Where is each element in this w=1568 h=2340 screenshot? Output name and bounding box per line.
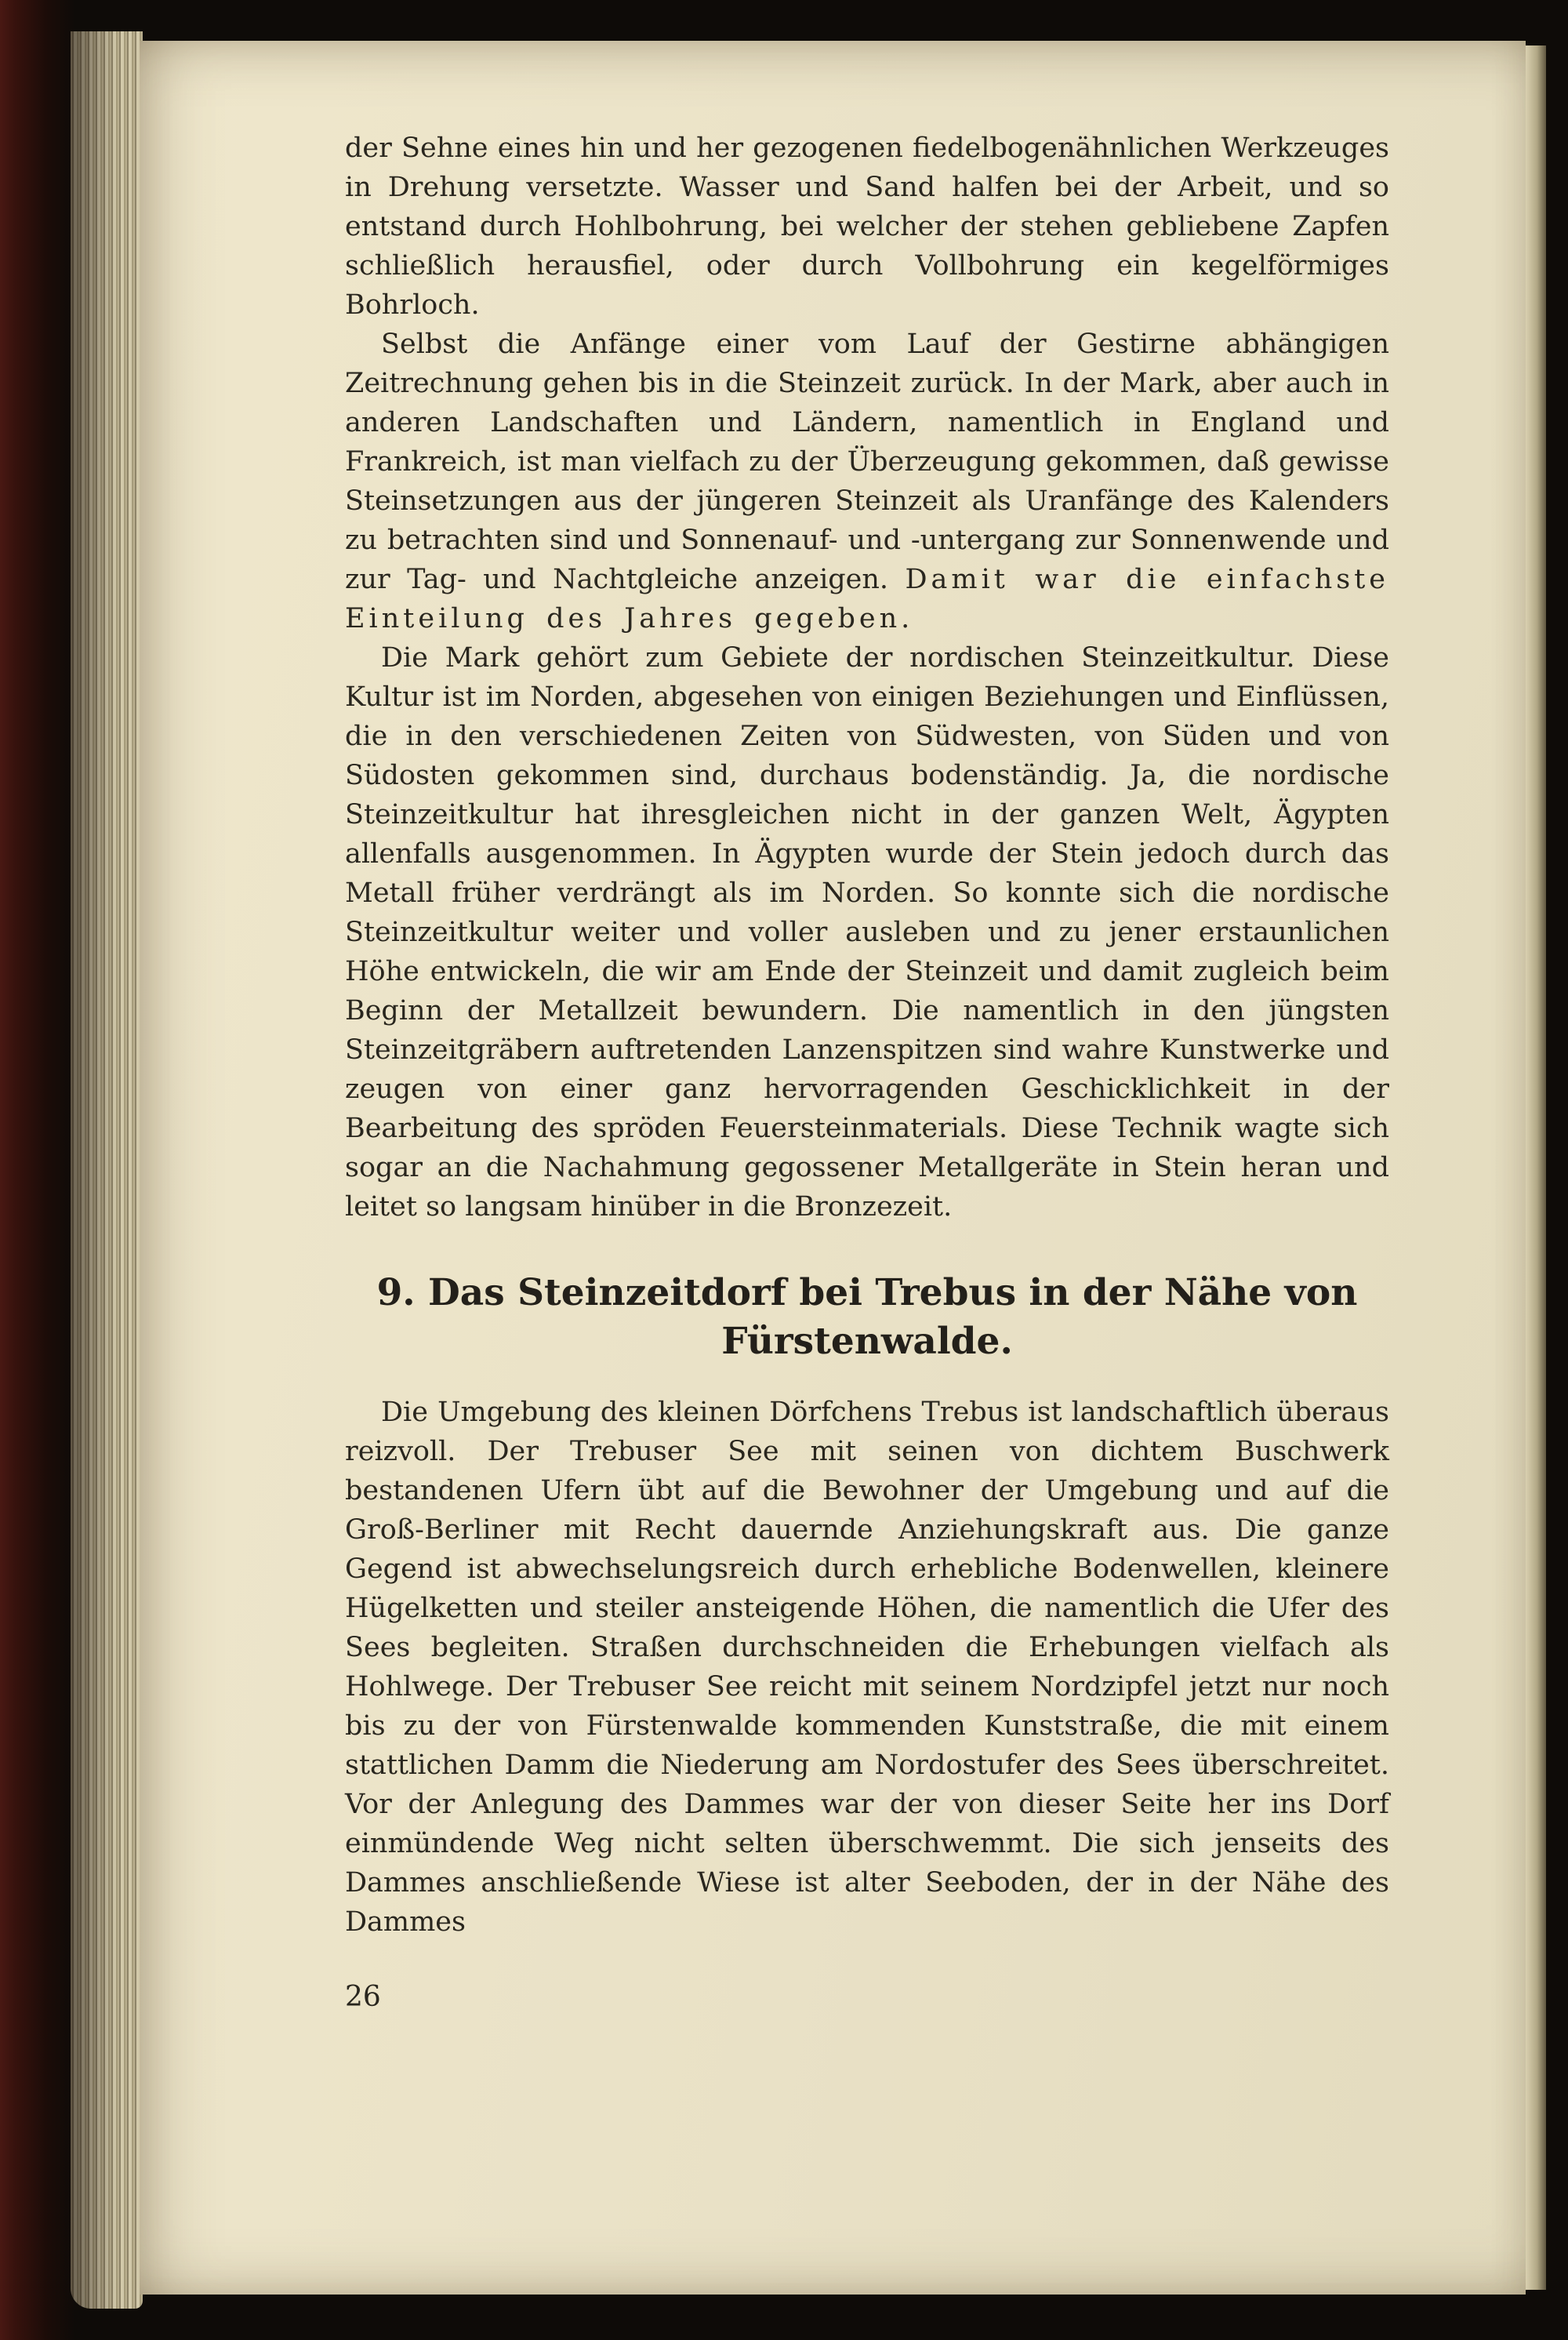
paragraph-trebus: Die Umgebung des kleinen Dörfchens Trebus ist landschaftlich überaus reizvoll. Der Trebuser See mit seinen von dichtem Buschwerk bestandenen Ufern übt auf die Bewohner der Umgebung und auf die Groß-Berliner mit Recht dauernde Anziehungskraft aus. Die ganze Gegend ist abwechselungsreich durch erhebliche Bodenwellen, kleinere Hügelketten und steiler ansteigende Höhen, die namentlich die Ufer des Sees begleiten. Straßen durchschneiden die Erhebungen vielfach als Hohlwege. Der Trebuser See reicht mit seinem Nordzipfel jetzt nur noch bis zu der von Fürstenwalde kommenden Kunststraße, die mit einem stattlichen Damm die Niederung am Nordostufer des Sees überschreitet. Vor der Anlegung des Dammes war der von dieser Seite her ins Dorf einmündende Weg nicht selten überschwemmt. Die sich jenseits des Dammes anschließende Wiese ist alter Seeboden, der in der Nähe des Dammes [345, 1397, 1389, 1938]
next-page-edge [1526, 45, 1546, 2290]
book-page [140, 41, 1526, 2295]
paragraph-text-letterspaced: Damit war die einfachste Einteilung des Jahres gegeben. [345, 564, 1389, 634]
page-number: 26 [345, 1981, 381, 2013]
chapter-heading: 9. Das Steinzeitdorf bei Trebus in der Nähe von Fürstenwalde. [376, 1271, 1358, 1363]
paragraph-timekeeping [345, 325, 1389, 638]
page-edges-left [71, 31, 143, 2309]
paragraph-text: Selbst die Anfänge einer vom Lauf der Gestirne abhängigen Zeitrechnung gehen bis in die Steinzeit zurück. In der Mark, aber auch in anderen Landschaften und Ländern, namentlich in England und Frankreich, ist man vielfach zu der Überzeugung gekommen, daß gewisse Steinsetzungen aus der jüngeren Steinzeit als Uranfänge des Kalenders zu betrachten sind und Sonnenauf- und -untergang zur Sonnenwende und zur Tag- und Nachtgleiche anzeigen. [345, 329, 1389, 595]
paragraph-continuation: der Sehne eines hin und her gezogenen fiedelbogenähnlichen Werkzeuges in Drehung versetzte. Wasser und Sand halfen bei der Arbeit, und so entstand durch Hohlbohrung, bei welcher der stehen gebliebene Zapfen schließlich herausfiel, oder durch Vollbohrung ein kegelförmiges Bohrloch. [345, 133, 1389, 321]
text-block [345, 129, 1389, 2017]
book-cover-left [0, 0, 75, 2340]
paragraph-nordic-stone-age: Die Mark gehört zum Gebiete der nordischen Steinzeitkultur. Diese Kultur ist im Norden, abgesehen von einigen Beziehungen und Einflüssen, die in den verschiedenen Zeiten von Südwesten, von Süden und von Südosten gekommen sind, durchaus bodenständig. Ja, die nordische Steinzeitkultur hat ihresgleichen nicht in der ganzen Welt, Ägypten allenfalls ausgenommen. In Ägypten wurde der Stein jedoch durch das Metall früher verdrängt als im Norden. So konnte sich die nordische Steinzeitkultur weiter und voller ausleben und zu jener erstaunlichen Höhe entwickeln, die wir am Ende der Steinzeit und damit zugleich beim Beginn der Metallzeit bewundern. Die namentlich in den jüngsten Steinzeitgräbern auftretenden Lanzenspitzen sind wahre Kunstwerke und zeugen von einer ganz hervorragenden Geschicklichkeit in der Bearbeitung des spröden Feuersteinmaterials. Diese Technik wagte sich sogar an die Nachahmung gegossener Metallgeräte in Stein heran und leitet so langsam hinüber in die Bronzezeit. [345, 642, 1389, 1223]
